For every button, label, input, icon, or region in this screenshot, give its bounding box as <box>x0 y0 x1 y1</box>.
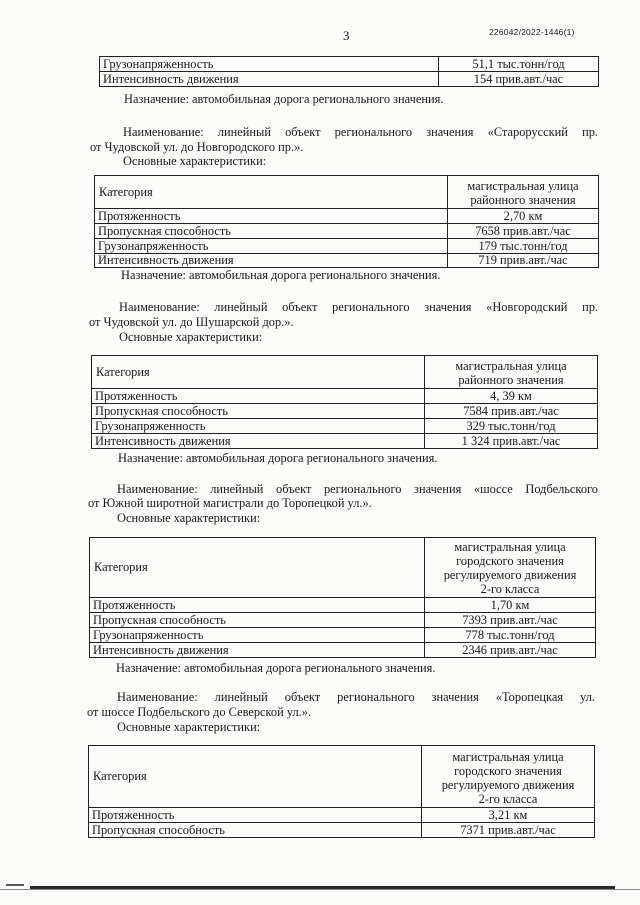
row-value: 3,21 км <box>422 808 595 823</box>
row-value: 7371 прив.авт./час <box>422 823 595 838</box>
main-characteristics-label: Основные характеристики: <box>117 511 261 525</box>
characteristics-table <box>94 175 599 268</box>
row-label: Интенсивность движения <box>90 643 425 658</box>
purpose-line: Назначение: автомобильная дорога регионального значения. <box>121 268 441 282</box>
category-value: магистральная улица районного значения <box>425 356 598 389</box>
category-row <box>95 176 599 209</box>
table-row <box>90 643 596 658</box>
table-row <box>100 57 599 72</box>
row-label: Пропускная способность <box>95 224 448 239</box>
table-row <box>90 613 596 628</box>
row-value: 4, 39 км <box>425 389 598 404</box>
row-label: Протяженность <box>92 389 425 404</box>
row-value: 1 324 прив.авт./час <box>425 434 598 449</box>
row-value: 7393 прив.авт./час <box>425 613 596 628</box>
row-value: 7658 прив.авт./час <box>448 224 599 239</box>
category-value: магистральная улица районного значения <box>448 176 599 209</box>
row-label: Грузонапряженность <box>92 419 425 434</box>
section-name-line: Наименование: линейный объект регионального значения «Новгородский пр. <box>119 300 598 314</box>
row-label: Интенсивность движения <box>100 72 439 87</box>
scan-edge-line <box>0 889 640 890</box>
row-label: Интенсивность движения <box>95 254 448 268</box>
category-row <box>89 746 595 808</box>
row-label: Пропускная способность <box>89 823 422 838</box>
section-name-line: Наименование: линейный объект регионального значения «Торопецкая ул. <box>117 690 595 704</box>
row-label: Пропускная способность <box>92 404 425 419</box>
table-row <box>89 823 595 838</box>
category-value: магистральная улица городского значения регулируемого движения 2-го класса <box>422 746 595 808</box>
table-row <box>95 209 599 224</box>
category-value: магистральная улица городского значения регулируемого движения 2-го класса <box>425 538 596 598</box>
purpose-line: Назначение: автомобильная дорога регионального значения. <box>116 661 436 675</box>
table-row <box>92 434 598 449</box>
table-row <box>95 239 599 254</box>
section-name-line: Наименование: линейный объект регионального значения «Старорусский пр. <box>123 125 598 139</box>
characteristics-table-continued <box>99 56 599 87</box>
section-name-line: Наименование: линейный объект регионального значения «шоссе Подбельского <box>117 482 598 496</box>
page-number: 3 <box>343 28 350 43</box>
category-label: Категория <box>92 356 425 389</box>
row-value: 2,70 км <box>448 209 599 224</box>
section-name-line: от Чудовской ул. до Новгородского пр.». <box>90 140 304 154</box>
main-characteristics-label: Основные характеристики: <box>117 720 261 734</box>
table-row <box>92 389 598 404</box>
category-row <box>90 538 596 598</box>
row-label: Грузонапряженность <box>95 239 448 254</box>
row-value: 7584 прив.авт./час <box>425 404 598 419</box>
table-row <box>92 419 598 434</box>
category-row <box>92 356 598 389</box>
document-number: 226042/2022-1446(1) <box>489 27 575 37</box>
scan-artifact <box>6 884 24 886</box>
row-label: Протяженность <box>90 598 425 613</box>
row-label: Пропускная способность <box>90 613 425 628</box>
section-name-line: от шоссе Подбельского до Северской ул.». <box>87 705 312 719</box>
characteristics-table <box>89 537 596 658</box>
row-value: 154 прив.авт./час <box>439 72 599 87</box>
category-label: Категория <box>89 746 422 808</box>
row-value: 1,70 км <box>425 598 596 613</box>
table-row <box>92 404 598 419</box>
characteristics-table <box>91 355 598 449</box>
main-characteristics-label: Основные характеристики: <box>119 330 263 344</box>
row-label: Интенсивность движения <box>92 434 425 449</box>
main-characteristics-label: Основные характеристики: <box>123 154 267 168</box>
table-row <box>90 628 596 643</box>
table-row <box>100 72 599 87</box>
purpose-line: Назначение: автомобильная дорога регионального значения. <box>118 451 438 465</box>
row-value: 51,1 тыс.тонн/год <box>439 57 599 72</box>
table-row <box>89 808 595 823</box>
table-row <box>95 254 599 268</box>
characteristics-table <box>88 745 595 838</box>
row-value: 719 прив.авт./час <box>448 254 599 268</box>
table-row <box>95 224 599 239</box>
row-label: Грузонапряженность <box>90 628 425 643</box>
section-name-line: от Чудовской ул. до Шушарской дор.». <box>89 315 294 329</box>
row-label: Грузонапряженность <box>100 57 439 72</box>
section-name-line: от Южной широтной магистрали до Торопецкой ул.». <box>88 496 372 510</box>
row-label: Протяженность <box>89 808 422 823</box>
row-value: 179 тыс.тонн/год <box>448 239 599 254</box>
row-value: 778 тыс.тонн/год <box>425 628 596 643</box>
purpose-line: Назначение: автомобильная дорога регионального значения. <box>124 92 444 106</box>
category-label: Категория <box>95 176 448 209</box>
row-value: 329 тыс.тонн/год <box>425 419 598 434</box>
category-label: Категория <box>90 538 425 598</box>
table-row <box>90 598 596 613</box>
row-value: 2346 прив.авт./час <box>425 643 596 658</box>
row-label: Протяженность <box>95 209 448 224</box>
